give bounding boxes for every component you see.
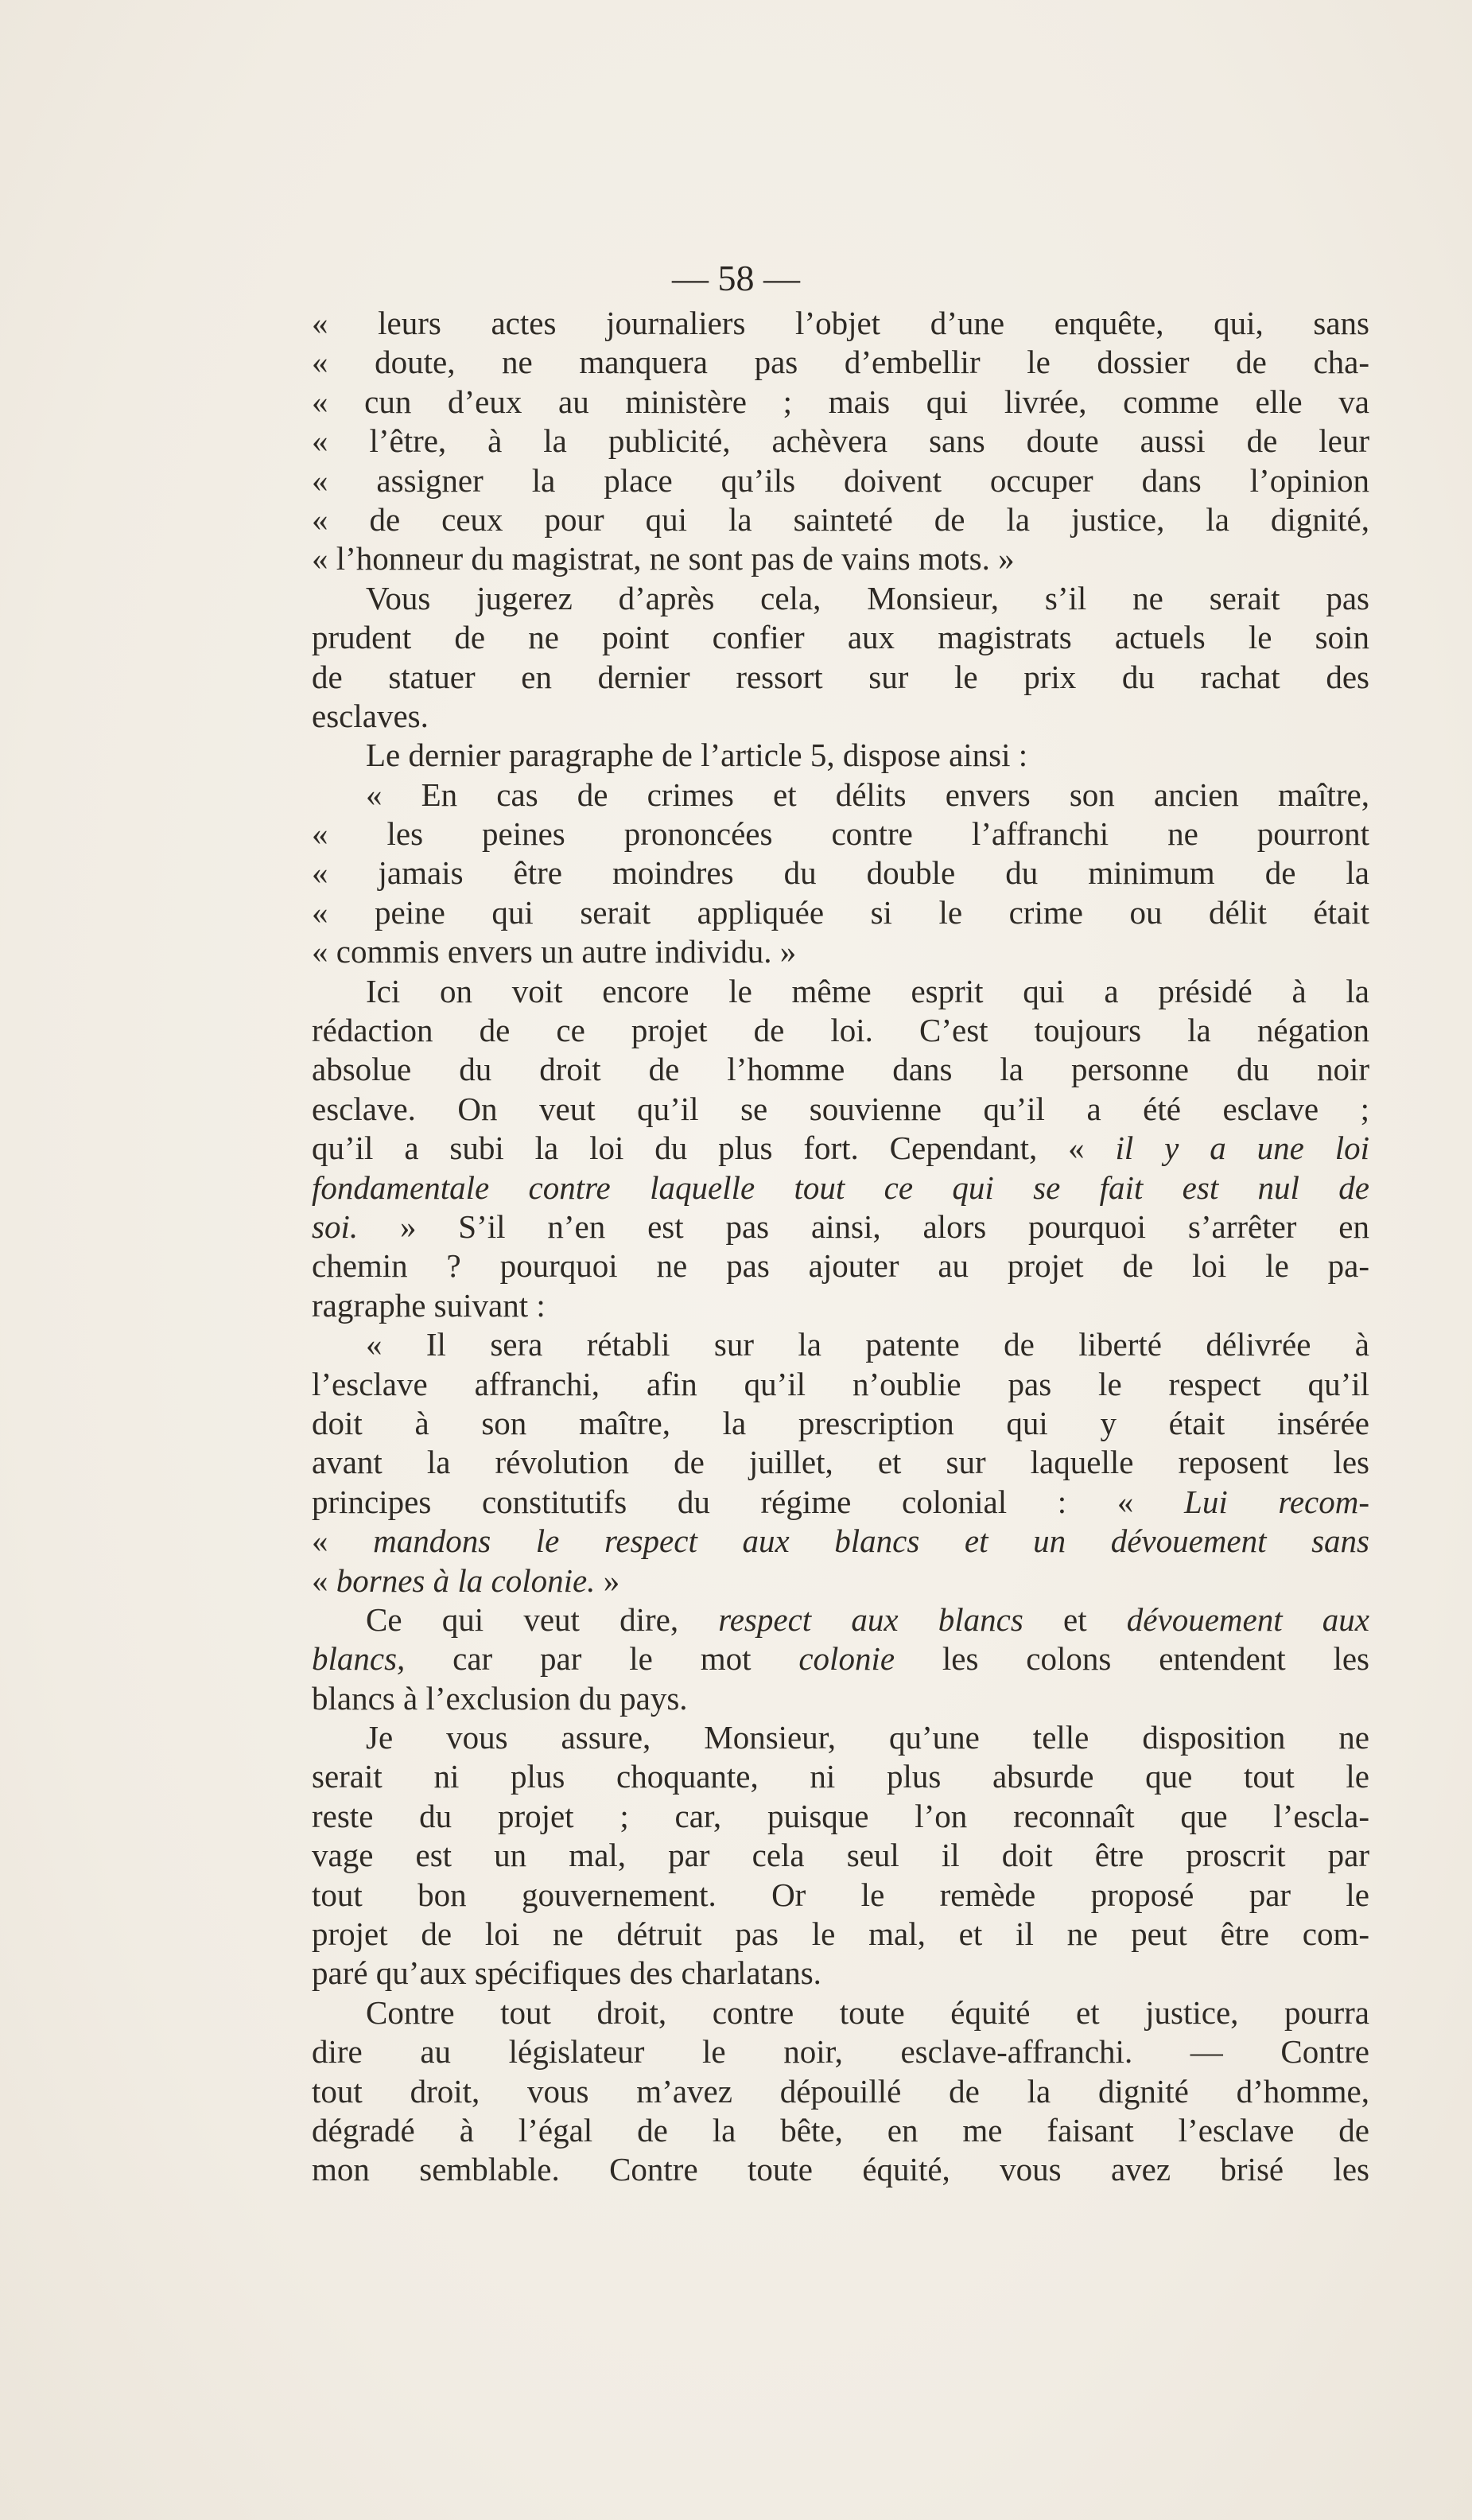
text-line <box>312 2150 1369 2189</box>
text-line <box>312 815 1369 854</box>
text-span: « leurs actes journaliers l’objet d’une enquête, qui, sans <box>312 305 1369 341</box>
text-span: Vous jugerez d’après cela, Monsieur, s’il ne serait pas <box>366 579 1369 616</box>
text-line <box>312 697 1369 736</box>
text-span: doit à son maître, la prescription qui y était insérée <box>312 1404 1369 1441</box>
text-span: « l’être, à la publicité, achèvera sans doute aussi de leur <box>312 422 1369 460</box>
text-line <box>312 658 1369 697</box>
text-span: paré qu’aux spécifiques des charlatans. <box>312 1954 821 1992</box>
text-span: tout droit, vous m’avez dépouillé de la dignité d’homme, <box>312 2072 1369 2110</box>
text-span: prudent de ne point confier aux magistrats actuels le soin <box>312 619 1369 656</box>
text-line <box>312 1600 1369 1639</box>
text-line <box>312 2032 1369 2071</box>
text-line <box>312 1797 1369 1836</box>
italic-text-span: dévouement aux <box>1126 1600 1369 1638</box>
italic-text-span: soi. <box>312 1208 359 1245</box>
text-line <box>312 1915 1369 1954</box>
text-line <box>312 1404 1369 1443</box>
text-span: dire au législateur le noir, esclave-affranchi. — Contre <box>312 2033 1369 2071</box>
text-line <box>312 736 1369 775</box>
text-span: « commis envers un autre individu. » <box>312 933 797 970</box>
text-line <box>312 1876 1369 1915</box>
text-span: « <box>312 1522 374 1560</box>
body-text <box>312 304 1369 2190</box>
text-span: « <box>312 1561 336 1599</box>
text-line <box>312 1246 1369 1285</box>
text-span: avant la révolution de juillet, et sur laquelle reposent les <box>312 1444 1369 1481</box>
text-line <box>312 1129 1369 1168</box>
text-span: Ce qui veut dire, <box>366 1600 719 1638</box>
text-span: esclave. On veut qu’il se souvienne qu’il a été esclave ; <box>312 1090 1369 1127</box>
italic-text-span: mandons le respect aux blancs et un dévouement sans <box>373 1522 1369 1560</box>
text-line <box>312 776 1369 815</box>
text-line <box>312 1522 1369 1561</box>
text-span: mon semblable. Contre toute équité, vous avez brisé les <box>312 2151 1369 2188</box>
text-span: qu’il a subi la loi du plus fort. Cependant, « <box>312 1130 1116 1167</box>
italic-text-span: fondamentale contre laquelle tout ce qui se fait est nul de <box>312 1169 1369 1206</box>
text-span: et <box>1023 1600 1127 1638</box>
text-span: rédaction de ce projet de loi. C’est toujours la négation <box>312 1012 1369 1049</box>
text-line <box>312 1757 1369 1796</box>
text-line <box>312 500 1369 539</box>
text-line <box>312 1561 1369 1600</box>
text-span: « peine qui serait appliquée si le crime ou délit était <box>312 893 1369 931</box>
text-span: » <box>595 1561 620 1599</box>
text-span: de statuer en dernier ressort sur le prix du rachat des <box>312 658 1369 695</box>
text-span: « de ceux pour qui la sainteté de la justice, la dignité, <box>312 500 1369 538</box>
text-span: projet de loi ne détruit pas le mal, et il ne peut être com- <box>312 1915 1369 1953</box>
text-line <box>312 1286 1369 1325</box>
text-span: dégradé à l’égal de la bête, en me faisant l’esclave de <box>312 2111 1369 2149</box>
text-line <box>312 618 1369 657</box>
text-span: ragraphe suivant : <box>312 1286 546 1324</box>
text-span: tout bon gouvernement. Or le remède proposé par le <box>312 1876 1369 1913</box>
text-line <box>312 1993 1369 2032</box>
text-span: Ici on voit encore le même esprit qui a présidé à la <box>366 972 1369 1009</box>
text-span: absolue du droit de l’homme dans la personne du noir <box>312 1051 1369 1088</box>
text-span: vage est un mal, par cela seul il doit être proscrit par <box>312 1837 1369 1874</box>
text-line <box>312 422 1369 461</box>
text-line <box>312 1443 1369 1482</box>
text-span: « l’honneur du magistrat, ne sont pas de vains mots. » <box>312 540 1015 578</box>
text-line <box>312 579 1369 618</box>
text-line <box>312 1365 1369 1404</box>
text-line <box>312 1169 1369 1208</box>
text-span: esclaves. <box>312 697 429 734</box>
text-line <box>312 2111 1369 2150</box>
text-line <box>312 343 1369 382</box>
text-line <box>312 1011 1369 1050</box>
text-line <box>312 1639 1369 1678</box>
text-line <box>312 1090 1369 1129</box>
text-line <box>312 383 1369 422</box>
text-line <box>312 854 1369 892</box>
italic-text-span: Lui recom- <box>1184 1483 1369 1520</box>
italic-text-span: blancs, <box>312 1640 406 1678</box>
text-span: blancs à l’exclusion du pays. <box>312 1679 688 1717</box>
text-line <box>312 1050 1369 1089</box>
text-line <box>312 893 1369 932</box>
text-line <box>312 2072 1369 2111</box>
text-span: « jamais être moindres du double du minimum de la <box>312 854 1369 892</box>
text-span: chemin ? pourquoi ne pas ajouter au projet de loi le pa- <box>312 1247 1369 1285</box>
italic-text-span: il y a une loi <box>1115 1130 1369 1167</box>
text-line <box>312 1718 1369 1757</box>
text-span: serait ni plus choquante, ni plus absurde que tout le <box>312 1758 1369 1795</box>
page-number: — 58 — <box>672 258 800 298</box>
text-line <box>312 932 1369 971</box>
text-span: reste du projet ; car, puisque l’on reconnaît que l’escla- <box>312 1797 1369 1834</box>
italic-text-span: colonie <box>798 1640 895 1678</box>
text-span: l’esclave affranchi, afin qu’il n’oublie pas le respect qu’il <box>312 1365 1369 1402</box>
italic-text-span: respect aux blancs <box>718 1600 1023 1638</box>
text-line <box>312 461 1369 500</box>
text-span: » S’il n’en est pas ainsi, alors pourquoi s’arrêter en <box>358 1208 1369 1245</box>
text-span: les colons entendent les <box>895 1640 1369 1678</box>
text-line <box>312 1483 1369 1522</box>
text-span: « cun d’eux au ministère ; mais qui livrée, comme elle va <box>312 383 1369 420</box>
italic-text-span: bornes à la colonie. <box>336 1561 596 1599</box>
text-span: « Il sera rétabli sur la patente de liberté délivrée à <box>366 1326 1369 1363</box>
text-span: « En cas de crimes et délits envers son ancien maître, <box>366 776 1369 813</box>
text-span: Contre tout droit, contre toute équité et justice, pourra <box>366 1993 1369 2031</box>
text-span: « les peines prononcées contre l’affranchi ne pourront <box>312 815 1369 853</box>
text-line <box>312 1208 1369 1246</box>
text-line <box>312 1325 1369 1364</box>
text-span: « doute, ne manquera pas d’embellir le dossier de cha- <box>312 344 1369 381</box>
text-span: principes constitutifs du régime colonial : « <box>312 1483 1185 1520</box>
text-line <box>312 1954 1369 1993</box>
text-span: « assigner la place qu’ils doivent occuper dans l’opinion <box>312 461 1369 499</box>
text-span: car par le mot <box>405 1640 799 1678</box>
text-span: Le dernier paragraphe de l’article 5, dispose ainsi : <box>366 737 1028 774</box>
text-line <box>312 539 1369 578</box>
text-line <box>312 1836 1369 1875</box>
text-span: Je vous assure, Monsieur, qu’une telle disposition ne <box>366 1719 1369 1756</box>
text-line <box>312 972 1369 1011</box>
text-line <box>312 304 1369 343</box>
text-line <box>312 1679 1369 1718</box>
